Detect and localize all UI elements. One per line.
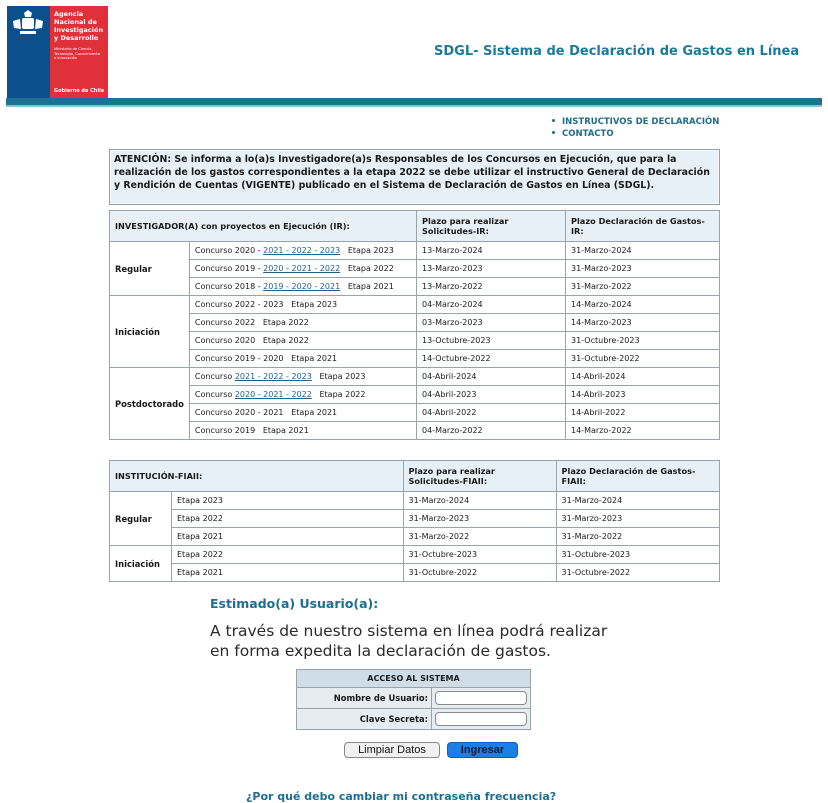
declaracion-deadline: 31-Marzo-2022	[556, 528, 719, 546]
concurso-cell	[189, 296, 416, 314]
agency-logo[interactable]	[7, 6, 108, 98]
login-username-row	[297, 688, 531, 709]
concurso-cell	[189, 242, 416, 260]
solicitudes-deadline: 04-Abril-2024	[417, 368, 566, 386]
clear-data-button[interactable]: Limpiar Datos	[344, 742, 440, 758]
concurso-years-link[interactable]: 2019 - 2020 - 2021	[263, 282, 341, 291]
concurso-years-link[interactable]: 2020 - 2021 - 2022	[234, 390, 312, 399]
concurso-years-link[interactable]: 2020 - 2021 - 2022	[263, 264, 341, 273]
table-row	[110, 492, 720, 510]
declaracion-deadline: 31-Octubre-2022	[566, 350, 720, 368]
concurso-cell	[189, 404, 416, 422]
declaracion-deadline: 31-Octubre-2023	[556, 546, 719, 564]
solicitudes-deadline: 31-Octubre-2023	[403, 546, 556, 564]
table-row	[110, 386, 720, 404]
concurso-prefix: Concurso 2019 -	[194, 264, 264, 273]
username-input[interactable]	[435, 691, 527, 705]
concurso-etapa: Etapa 2023	[347, 246, 394, 255]
greeting-title: Estimado(a) Usuario(a):	[210, 596, 379, 611]
concurso-etapa: Etapa 2022	[319, 390, 366, 399]
fiaii-header-solicitudes: Plazo para realizar Solicitudes-FIAII:	[403, 461, 556, 492]
solicitudes-deadline: 31-Marzo-2022	[403, 528, 556, 546]
table-row	[110, 350, 720, 368]
concurso-prefix: Concurso 2020 -	[194, 246, 264, 255]
etapa-cell: Etapa 2022	[172, 546, 404, 564]
logo-line: Agencia	[54, 10, 84, 18]
concurso-cell	[189, 278, 416, 296]
coat-of-arms-icon	[10, 9, 46, 39]
concurso-cell	[189, 386, 416, 404]
logo-line: e Innovación	[54, 56, 77, 61]
solicitudes-deadline: 13-Marzo-2023	[417, 260, 566, 278]
row-group-label: Iniciación	[110, 296, 190, 368]
etapa-cell: Etapa 2023	[172, 492, 404, 510]
concurso-etapa: Etapa 2021	[347, 282, 394, 291]
concurso-prefix: Concurso 2019	[194, 426, 256, 435]
declaracion-deadline: 31-Marzo-2023	[566, 260, 720, 278]
table-row	[110, 242, 720, 260]
declaracion-deadline: 31-Marzo-2024	[556, 492, 719, 510]
concurso-prefix: Concurso	[194, 372, 235, 381]
logo-line: Ministerio de Ciencia,	[54, 47, 93, 51]
etapa-cell: Etapa 2021	[172, 528, 404, 546]
concurso-cell	[189, 314, 416, 332]
logo-ministry	[54, 47, 100, 61]
bullet-icon	[552, 131, 555, 134]
bullet-icon	[552, 119, 555, 122]
concurso-prefix: Concurso 2022	[194, 318, 256, 327]
login-form	[296, 669, 531, 730]
notice-text: ATENCIÓN: Se informa a lo(a)s Investigadore(a)s Responsables de los Concursos en Ejecución, que para la realización de los gastos correspondientes a la etapa 2022 se debe utilizar el instructivo General de Declaración y Rendición de Cuentas (VIGENTE) publicado en el Sistema de Declaración de Gastos en Línea (SDGL).	[114, 154, 710, 191]
table-row	[110, 314, 720, 332]
logo-line: y Desarrollo	[54, 34, 99, 42]
concurso-prefix: Concurso 2020	[194, 336, 256, 345]
concurso-prefix: Concurso 2018 -	[194, 282, 264, 291]
solicitudes-deadline: 04-Abril-2023	[417, 386, 566, 404]
link-instructivos-label[interactable]: INSTRUCTIVOS DE DECLARACIÓN	[562, 117, 720, 127]
row-group-label: Postdoctorado	[110, 368, 190, 440]
concurso-cell	[189, 422, 416, 440]
ir-header-solicitudes: Plazo para realizar Solicitudes-IR:	[417, 211, 566, 242]
table-row	[110, 332, 720, 350]
solicitudes-deadline: 03-Marzo-2023	[417, 314, 566, 332]
logo-text-panel	[50, 6, 108, 98]
login-title: ACCESO AL SISTEMA	[297, 670, 531, 688]
concurso-etapa: Etapa 2021	[291, 408, 338, 417]
top-links	[552, 116, 719, 140]
solicitudes-deadline: 04-Marzo-2022	[417, 422, 566, 440]
table-header-row	[110, 461, 720, 492]
page-header	[0, 0, 828, 106]
table-row	[110, 510, 720, 528]
solicitudes-deadline: 13-Octubre-2023	[417, 332, 566, 350]
concurso-etapa: Etapa 2023	[319, 372, 366, 381]
password-label: Clave Secreta:	[297, 709, 432, 730]
concurso-prefix: Concurso 2020 - 2021	[194, 408, 284, 417]
link-contacto[interactable]	[552, 128, 719, 140]
declaracion-deadline: 31-Marzo-2023	[556, 510, 719, 528]
declaracion-deadline: 14-Marzo-2022	[566, 422, 720, 440]
concurso-cell	[189, 260, 416, 278]
solicitudes-deadline: 04-Marzo-2024	[417, 296, 566, 314]
login-submit-button[interactable]: Ingresar	[447, 742, 518, 758]
table-row	[110, 260, 720, 278]
solicitudes-deadline: 13-Marzo-2022	[417, 278, 566, 296]
forgot-password-link[interactable]: ¿Por qué debo cambiar mi contraseña frecuencia?	[246, 790, 557, 803]
declaracion-deadline: 31-Marzo-2022	[566, 278, 720, 296]
solicitudes-deadline: 04-Abril-2022	[417, 404, 566, 422]
declaracion-deadline: 31-Octubre-2023	[566, 332, 720, 350]
ir-deadlines-table	[109, 210, 720, 440]
concurso-years-link[interactable]: 2021 - 2022 - 2023	[234, 372, 312, 381]
declaracion-deadline: 14-Marzo-2023	[566, 314, 720, 332]
concurso-etapa: Etapa 2022	[347, 264, 394, 273]
etapa-cell: Etapa 2022	[172, 510, 404, 528]
concurso-etapa: Etapa 2022	[262, 318, 309, 327]
concurso-cell	[189, 332, 416, 350]
table-row	[110, 404, 720, 422]
login-password-row	[297, 709, 531, 730]
concurso-years-link[interactable]: 2021 - 2022 - 2023	[263, 246, 341, 255]
logo-line: Tecnología, Conocimiento	[54, 51, 100, 56]
solicitudes-deadline: 31-Marzo-2024	[403, 492, 556, 510]
table-row	[110, 422, 720, 440]
concurso-etapa: Etapa 2021	[291, 354, 338, 363]
greeting-text: A través de nuestro sistema en línea podrá realizar en forma expedita la declaración de gastos.	[210, 622, 608, 660]
concurso-prefix: Concurso	[194, 390, 235, 399]
row-group-label: Regular	[110, 492, 172, 546]
solicitudes-deadline: 31-Octubre-2022	[403, 564, 556, 582]
declaracion-deadline: 31-Marzo-2024	[566, 242, 720, 260]
table-header-row	[110, 211, 720, 242]
solicitudes-deadline: 31-Marzo-2023	[403, 510, 556, 528]
notice-box	[109, 149, 720, 205]
concurso-cell	[189, 350, 416, 368]
username-cell	[432, 688, 531, 709]
concurso-cell	[189, 368, 416, 386]
page-title: SDGL- Sistema de Declaración de Gastos en Línea	[434, 44, 800, 59]
password-input[interactable]	[435, 712, 527, 726]
declaracion-deadline: 14-Abril-2023	[566, 386, 720, 404]
link-contacto-label[interactable]: CONTACTO	[562, 129, 614, 139]
fiaii-deadlines-table	[109, 460, 720, 582]
username-label: Nombre de Usuario:	[297, 688, 432, 709]
table-row	[110, 296, 720, 314]
fiaii-header-declaracion: Plazo Declaración de Gastos-FIAII:	[556, 461, 719, 492]
table-row	[110, 546, 720, 564]
login-header-row	[297, 670, 531, 688]
row-group-label: Iniciación	[110, 546, 172, 582]
concurso-prefix: Concurso 2022 - 2023	[194, 300, 284, 309]
table-row	[110, 564, 720, 582]
header-divider-bar	[6, 98, 822, 107]
logo-government: Gobierno de Chile	[54, 88, 105, 94]
link-instructivos[interactable]	[552, 116, 719, 128]
ir-header-declaracion: Plazo Declaración de Gastos-IR:	[566, 211, 720, 242]
concurso-etapa: Etapa 2022	[262, 336, 309, 345]
declaracion-deadline: 31-Octubre-2022	[556, 564, 719, 582]
declaracion-deadline: 14-Marzo-2024	[566, 296, 720, 314]
solicitudes-deadline: 14-Octubre-2022	[417, 350, 566, 368]
etapa-cell: Etapa 2021	[172, 564, 404, 582]
fiaii-header-institucion: INSTITUCIÓN-FIAII:	[110, 461, 404, 492]
table-row	[110, 278, 720, 296]
table-row	[110, 528, 720, 546]
logo-line: Investigación	[54, 26, 104, 34]
table-row	[110, 368, 720, 386]
password-cell	[432, 709, 531, 730]
declaracion-deadline: 14-Abril-2024	[566, 368, 720, 386]
ir-header-investigador: INVESTIGADOR(A) con proyectos en Ejecución (IR):	[110, 211, 417, 242]
declaracion-deadline: 14-Abril-2022	[566, 404, 720, 422]
logo-agency-name	[54, 10, 103, 42]
concurso-etapa: Etapa 2023	[291, 300, 338, 309]
concurso-etapa: Etapa 2021	[262, 426, 309, 435]
logo-crest-panel	[7, 6, 50, 98]
row-group-label: Regular	[110, 242, 190, 296]
concurso-prefix: Concurso 2019 - 2020	[194, 354, 284, 363]
solicitudes-deadline: 13-Marzo-2024	[417, 242, 566, 260]
logo-line: Nacional de	[54, 18, 97, 26]
